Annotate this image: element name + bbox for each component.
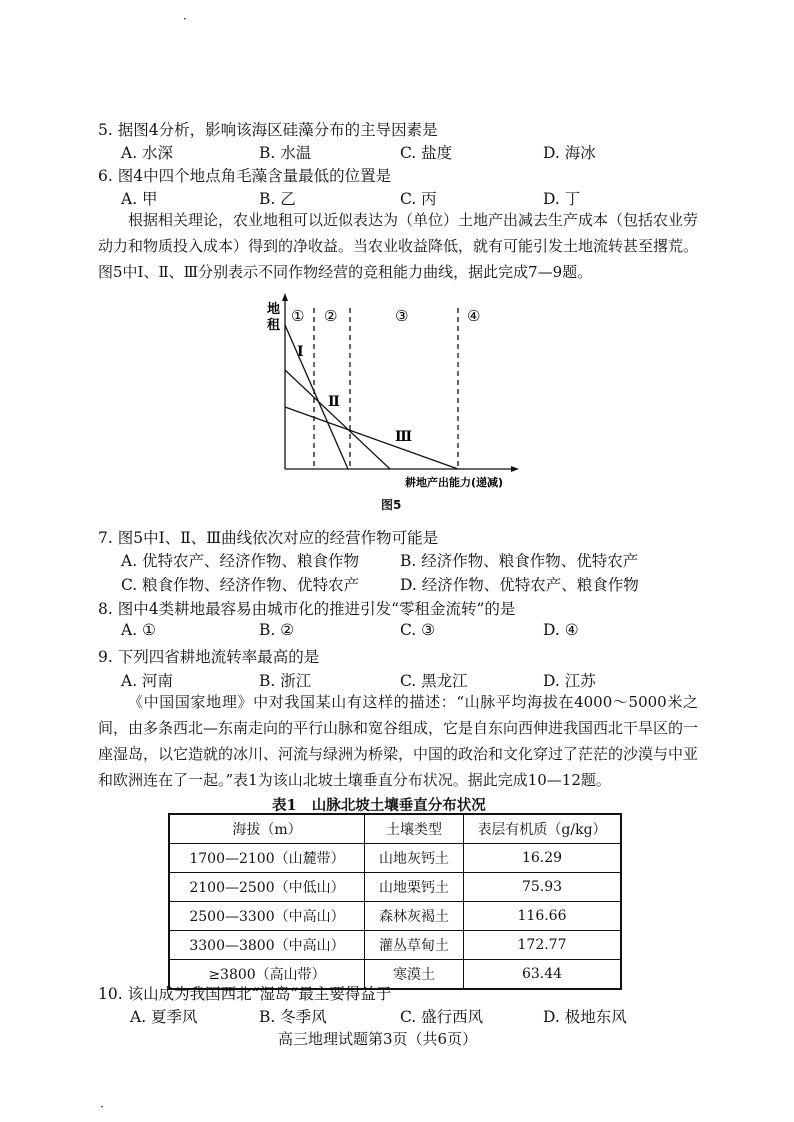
figure-5: [255, 290, 525, 496]
cell-altitude: ≥3800（高山带）: [169, 960, 365, 990]
table-row: [169, 902, 621, 931]
table-1-caption: 表1 山脉北坡土壤垂直分布状况: [272, 797, 486, 814]
question-5-option-a: A. 水深: [121, 144, 174, 162]
cell-organic-matter: 75.93: [464, 873, 622, 902]
cell-altitude: 2100—2500（中低山）: [169, 873, 365, 902]
question-8-option-c: C. ③: [400, 621, 436, 639]
question-5-option-d: D. 海冰: [543, 144, 596, 162]
intro-text-10-12: 《中国国家地理》中对我国某山有这样的描述：“山脉平均海拔在4000～5000米之间，由多条西北—东南走向的平行山脉和宽谷组成，它是自东向西伸进我国西北干旱区的一座湿岛，以它造就的冰川、河流与绿洲为桥梁，中国的政治和文化穿过了茫茫的沙漠与中亚和欧洲连在了一起。”表1为该山北坡土壤垂直分布状况。据此完成10—12题。: [98, 693, 699, 789]
cell-organic-matter: 63.44: [464, 960, 622, 990]
x-axis-arrow: [511, 466, 519, 472]
x-axis-label: 耕地产出能力(递减): [405, 476, 504, 489]
table-header-row: [169, 814, 621, 844]
zone-label-1: ①: [291, 307, 305, 325]
cell-altitude: 3300—3800（中高山）: [169, 931, 365, 960]
question-8-option-d: D. ④: [543, 621, 579, 639]
curve-iii: [285, 407, 458, 469]
curve-label-ii: Ⅱ: [328, 394, 340, 410]
curve-label-iii: Ⅲ: [395, 429, 413, 445]
table-1: [168, 813, 622, 990]
table-row: [169, 873, 621, 902]
question-8-option-b: B. ②: [259, 621, 295, 639]
header-altitude: 海拔（m）: [169, 814, 365, 844]
question-9-option-c: C. 黑龙江: [400, 672, 468, 690]
cell-soil-type: 灌丛草甸土: [365, 931, 464, 960]
cell-organic-matter: 116.66: [464, 902, 622, 931]
question-6-stem: 6. 图4中四个地点角毛藻含量最低的位置是: [98, 167, 392, 185]
question-6-option-a: A. 甲: [121, 190, 158, 208]
question-7-option-d: D. 经济作物、优特农产、粮食作物: [400, 576, 639, 594]
zone-label-4: ④: [467, 307, 481, 325]
question-8-option-a: A. ①: [121, 621, 156, 639]
zone-label-3: ③: [395, 307, 409, 325]
question-10-option-b: B. 冬季风: [259, 1008, 327, 1026]
question-7-stem: 7. 图5中Ⅰ、Ⅱ、Ⅲ曲线依次对应的经营作物可能是: [98, 529, 439, 547]
question-6-option-b: B. 乙: [259, 190, 296, 208]
cell-altitude: 2500—3300（中高山）: [169, 902, 365, 931]
intro-paragraph-10-12: [98, 689, 698, 793]
question-9-option-b: B. 浙江: [259, 672, 312, 690]
page-footer: 高三地理试题第3页（共6页）: [278, 1030, 478, 1048]
question-10-option-c: C. 盛行西风: [400, 1008, 484, 1026]
header-soil-type: 土壤类型: [365, 814, 464, 844]
question-5-option-c: C. 盐度: [400, 144, 453, 162]
question-7-option-c: C. 粮食作物、经济作物、优特农产: [121, 576, 360, 594]
question-9-option-a: A. 河南: [121, 672, 174, 690]
question-10-option-a: A. 夏季风: [130, 1008, 198, 1026]
table-row: [169, 844, 621, 873]
question-10-option-d: D. 极地东风: [543, 1008, 627, 1026]
figure-5-caption: 图5: [381, 498, 402, 512]
cell-soil-type: 山地灰钙土: [365, 844, 464, 873]
question-7-option-b: B. 经济作物、粮食作物、优特农产: [400, 552, 639, 570]
intro-paragraph-7-9: [98, 207, 698, 285]
question-6-option-c: C. 丙: [400, 190, 437, 208]
cell-organic-matter: 16.29: [464, 844, 622, 873]
cell-altitude: 1700—2100（山麓带）: [169, 844, 365, 873]
question-8-stem: 8. 图中4类耕地最容易由城市化的推进引发“零租金流转”的是: [98, 600, 516, 618]
y-axis-arrow: [282, 293, 288, 301]
intro-text-7-9: 根据相关理论，农业地租可以近似表达为（单位）土地产出减去生产成本（包括农业劳动力和物质投入成本）得到的净收益。当农业收益降低，就有可能引发土地流转甚至撂荒。图5中Ⅰ、Ⅱ、Ⅲ分别表示不同作物经营的竞租能力曲线，据此完成7—9题。: [98, 211, 699, 281]
question-9-option-d: D. 江苏: [543, 672, 596, 690]
question-9-stem: 9. 下列四省耕地流转率最高的是: [98, 648, 320, 666]
cell-soil-type: 森林灰褐土: [365, 902, 464, 931]
curve-label-i: Ⅰ: [297, 344, 304, 360]
table-row: [169, 931, 621, 960]
zone-label-2: ②: [324, 307, 338, 325]
scan-speck: ·: [183, 12, 187, 26]
bid-rent-curves: [285, 325, 458, 469]
scan-speck: ·: [100, 1100, 104, 1114]
question-5-stem: 5. 据图4分析，影响该海区硅藻分布的主导因素是: [98, 121, 438, 139]
cell-soil-type: 山地栗钙土: [365, 873, 464, 902]
cell-organic-matter: 172.77: [464, 931, 622, 960]
question-5-option-b: B. 水温: [259, 144, 312, 162]
y-axis-label-1: 地: [267, 302, 281, 317]
question-6-option-d: D. 丁: [543, 190, 581, 208]
question-10-stem: 10. 该山成为我国西北“湿岛”最主要得益于: [98, 985, 392, 1003]
question-7-option-a: A. 优特农产、经济作物、粮食作物: [121, 552, 360, 570]
zone-boundaries: [314, 308, 458, 469]
header-organic-matter: 表层有机质（g/kg）: [464, 814, 622, 844]
y-axis-label-2: 租: [267, 318, 281, 333]
cell-soil-type: 寒漠土: [365, 960, 464, 990]
curve-ii: [285, 370, 390, 469]
